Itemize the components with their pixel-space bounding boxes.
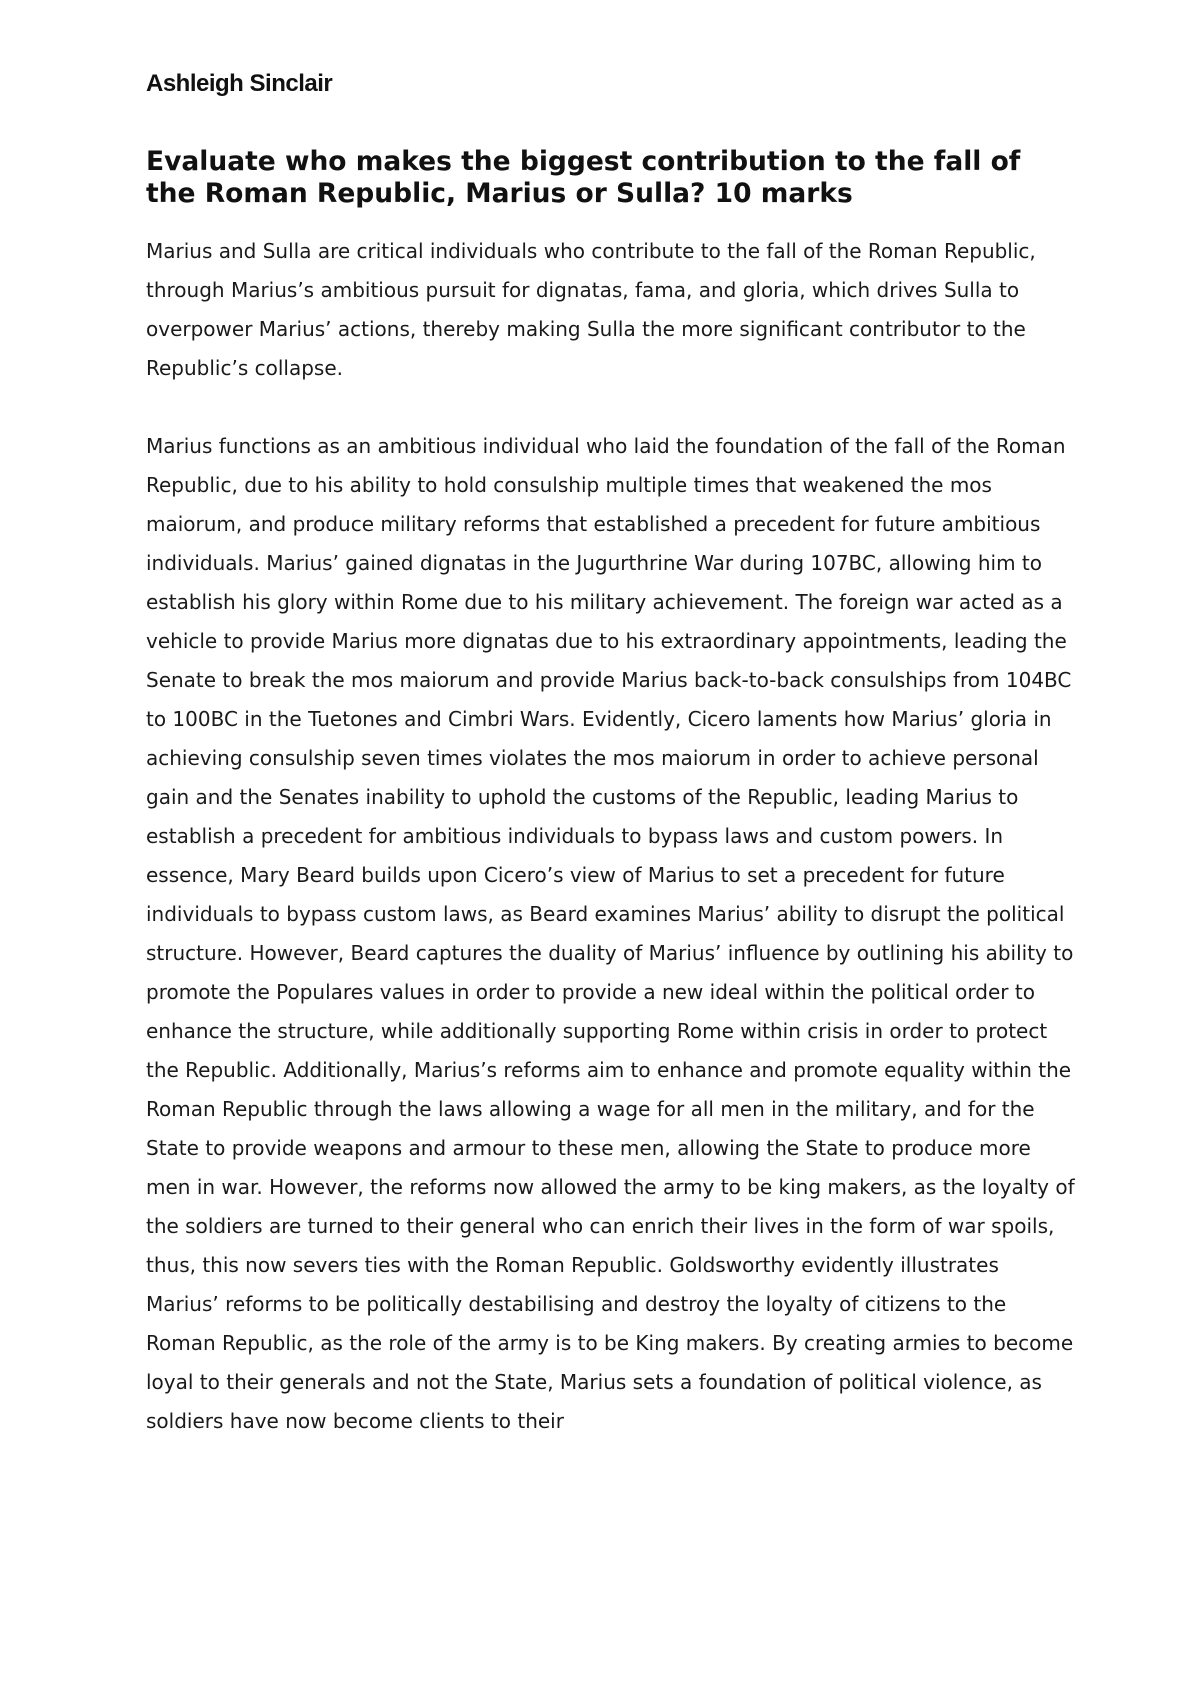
intro-paragraph: Marius and Sulla are critical individuals who contribute to the fall of the Roman Republic, through Marius’s ambitious pursuit for dignatas, fama, and gloria, which drives Sulla to overpower Marius’ actions, thereby making Sulla the more significant contributor to the Republic’s collapse. bbox=[146, 239, 1036, 380]
essay-title: Evaluate who makes the biggest contribution to the fall of the Roman Republic, Marius or Sulla? 10 marks bbox=[146, 146, 1021, 209]
body-paragraph: Marius functions as an ambitious individual who laid the foundation of the fall of the Roman Republic, due to his ability to hold consulship multiple times that weakened the mos maiorum, and produce military reforms that established a precedent for future ambitious individuals. Marius’ gained dignatas in the Jugurthrine War during 107BC, allowing him to establish his glory within Rome due to his military achievement. The foreign war acted as a vehicle to provide Marius more dignatas due to his extraordinary appointments, leading the Senate to break the mos maiorum and provide Marius back-to-back consulships from 104BC to 100BC in the Tuetones and Cimbri Wars. Evidently, Cicero laments how Marius’ gloria in achieving consulship seven times violates the mos maiorum in order to achieve personal gain and the Senates inability to uphold the customs of the Republic, leading Marius to establish a precedent for ambitious individuals to bypass laws and custom powers. In essence, Mary Beard builds upon Cicero’s view of Marius to set a precedent for future individuals to bypass custom laws, as Beard examines Marius’ ability to disrupt the political structure. However, Beard captures the duality of Marius’ influence by outlining his ability to promote the Populares values in order to provide a new ideal within the political order to enhance the structure, while additionally supporting Rome within crisis in order to protect the Republic. Additionally, Marius’s reforms aim to enhance and promote equality within the Roman Republic through the laws allowing a wage for all men in the military, and for the State to provide weapons and armour to these men, allowing the State to produce more men in war. However, the reforms now allowed the army to be king makers, as the loyalty of the soldiers are turned to their general who can enrich their lives in the form of war spoils, thus, this now severs ties with the Roman Republic. Goldsworthy evidently illustrates Marius’ reforms to be politically destabilising and destroy the loyalty of citizens to the Roman Republic, as the role of the army is to be King makers. By creating armies to become loyal to their generals and not the State, Marius sets a foundation of political violence, as soldiers have now become clients to their bbox=[146, 434, 1075, 1433]
author-name: Ashleigh Sinclair bbox=[146, 70, 333, 97]
